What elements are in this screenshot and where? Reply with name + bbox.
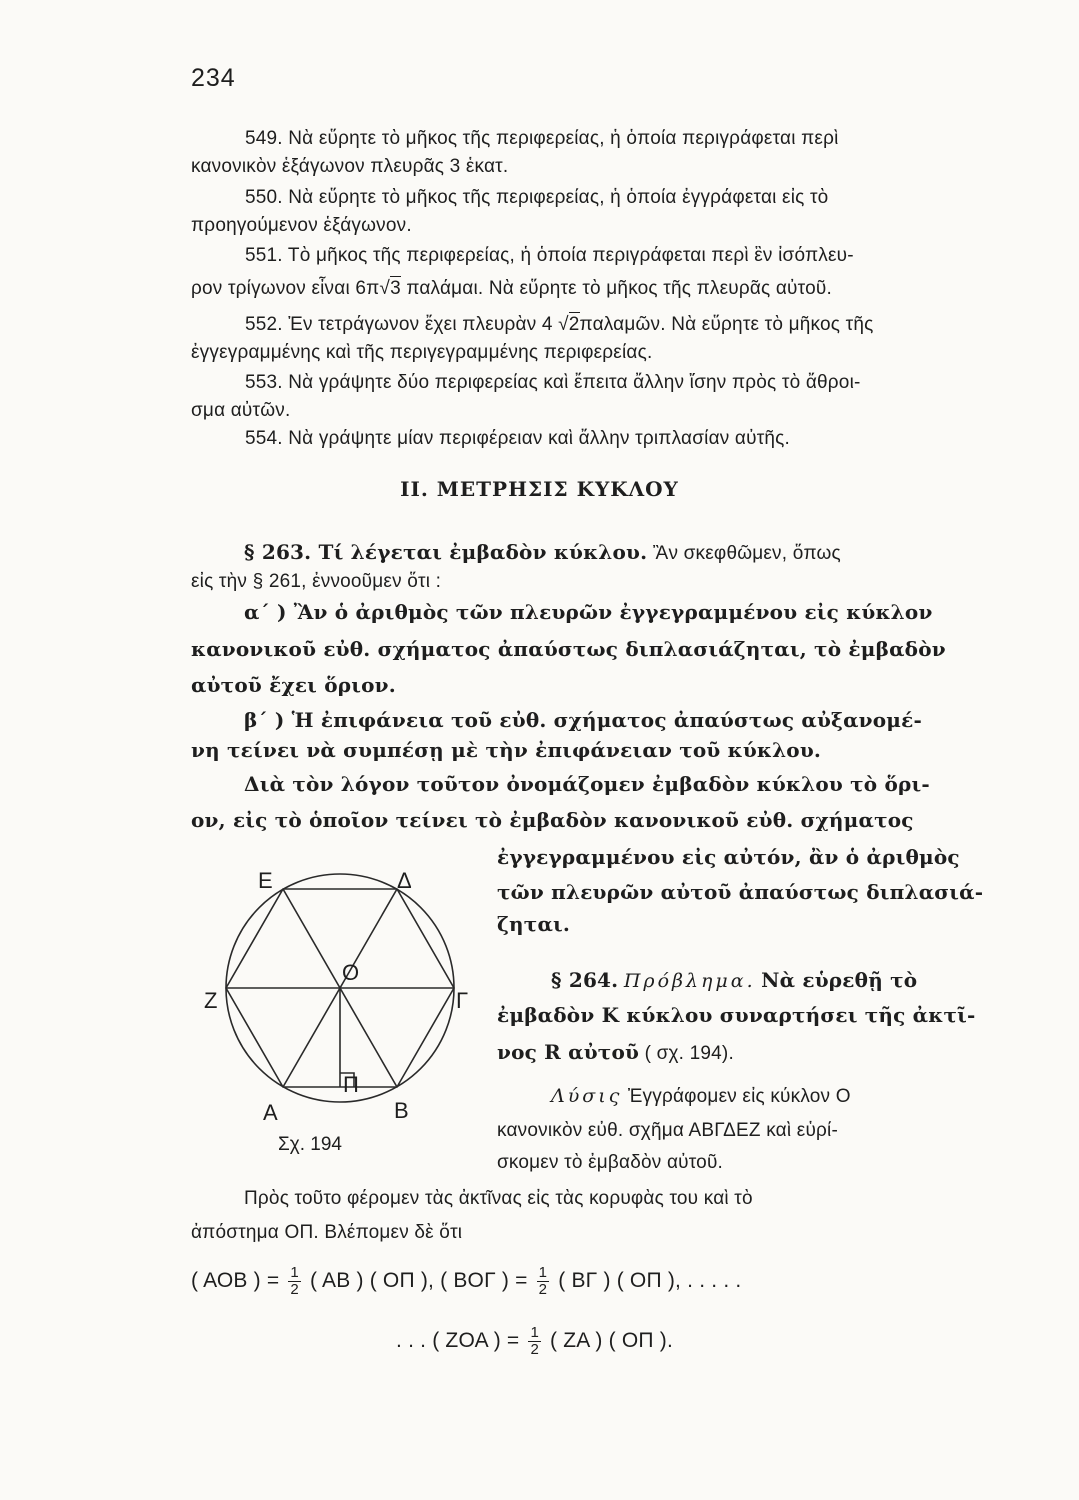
s264-number: § 264. [551, 968, 619, 992]
sqrt-radicand: 3 [390, 278, 401, 299]
eq1-left: ( ΑΟΒ ) = [191, 1269, 280, 1293]
s264-solution-line [551, 1085, 851, 1108]
s263-a-line3: αὐτοῦ ἔχει ὅριον. [191, 673, 396, 697]
problem-551-line2 [191, 278, 832, 300]
problem-549-line1: 549. Νὰ εὕρητε τὸ μῆκος τῆς περιφερείας, ἡ ὁποία περιγράφεται περὶ [245, 128, 839, 149]
s264-problem-word: Πρόβλημα. [623, 970, 756, 992]
fraction-half: $\frac{1}{2}$ [538, 1264, 548, 1298]
label-A: Α [263, 1100, 278, 1125]
label-Z: Ζ [204, 988, 218, 1013]
s264-line7: Πρὸς τοῦτο φέρομεν τὰς ἀκτῖνας εἰς τὰς κορυφὰς του καὶ τὸ [244, 1188, 753, 1209]
hexagon-figure [188, 868, 488, 1138]
s264-line3 [497, 1040, 734, 1065]
s264-line6: σκομεν τὸ ἐμβαδὸν αὐτοῦ. [497, 1152, 724, 1173]
s263-title-line [244, 540, 841, 565]
problem-552-text-b: παλαμῶν. Νὰ εὕρητε τὸ μῆκος τῆς [579, 314, 874, 335]
page-number: 234 [191, 64, 236, 92]
problem-550-line2: προηγούμενον ἑξάγωνον. [191, 215, 412, 236]
equation-line2 [396, 1325, 673, 1358]
label-P: Π [343, 1072, 359, 1097]
solution-word: Λύσις [551, 1085, 623, 1107]
eq2-left: . . . ( ΖΟΑ ) = [396, 1329, 520, 1353]
equation-line1 [191, 1265, 741, 1298]
problem-553-line1: 553. Νὰ γράψητε δύο περιφερείας καὶ ἔπειτα ἄλλην ἴσην πρὸς τὸ ἄθροι- [245, 372, 861, 393]
s264-line8: ἀπόστημα ΟΠ. Βλέπομεν δὲ ὅτι [191, 1222, 463, 1243]
s264-line5: κανονικὸν εὐθ. σχῆμα ΑΒΓΔΕΖ καὶ εὑρί- [497, 1120, 838, 1141]
problem-551-text-a: ρον τρίγωνον εἶναι 6π [191, 278, 380, 299]
s263-a-line1: α΄ ) Ἂν ὁ ἀριθμὸς τῶν πλευρῶν ἐγγεγραμμένου εἰς κύκλον [244, 600, 933, 624]
problem-552-line1 [245, 314, 873, 336]
label-D: Δ [397, 868, 412, 893]
problem-549-line2: κανονικὸν ἑξάγωνον πλευρᾶς 3 ἑκατ. [191, 156, 509, 177]
s263-title-rest: Ἂν σκεφθῶμεν, ὅπως [647, 543, 841, 564]
s264-line2: ἐμβαδὸν Κ κύκλου συναρτήσει τῆς ἀκτῖ- [497, 1003, 976, 1027]
solution-text: Ἐγγράφομεν εἰς κύκλον Ο [622, 1086, 851, 1107]
problem-552-text-a: 552. Ἐν τετράγωνον ἔχει πλευρὰν 4 [245, 314, 553, 335]
eq1-right: ( ΒΓ ) ( ΟΠ ), . . . . . [558, 1269, 742, 1293]
sqrt-radicand: 2 [568, 314, 580, 335]
s263-b-line2: νη τείνει νὰ συμπέσῃ μὲ τὴν ἐπιφάνειαν τοῦ κύκλου. [191, 738, 822, 762]
s263-def-line1: Διὰ τὸν λόγον τοῦτον ὀνομάζομεν ἐμβαδὸν κύκλου τὸ ὅρι- [244, 772, 930, 796]
problem-551-text-b: παλάμαι. Νὰ εὕρητε τὸ μῆκος τῆς πλευρᾶς αὐτοῦ. [400, 278, 832, 299]
s263-def-line2: ον, εἰς τὸ ὁποῖον τείνει τὸ ἐμβαδὸν κανονικοῦ εὐθ. σχήματος [191, 808, 914, 832]
problem-551-line1: 551. Τὸ μῆκος τῆς περιφερείας, ἡ ὁποία περιγράφεται περὶ ἓν ἰσόπλευ- [245, 245, 854, 266]
s264-title-line [551, 968, 917, 993]
problem-553-line2: σμα αὐτῶν. [191, 400, 291, 421]
label-O: Ο [342, 960, 360, 985]
sqrt-sign: √ [379, 278, 391, 299]
s263-title: § 263. Τί λέγεται ἐμβαδὸν κύκλου. [244, 540, 648, 564]
s263-b-line1: β΄ ) Ἡ ἐπιφάνεια τοῦ εὐθ. σχήματος ἀπαύστως αὐξανομέ- [244, 708, 922, 732]
eq2-right: ( ΖΑ ) ( ΟΠ ). [550, 1329, 674, 1353]
label-E: Ε [258, 868, 273, 893]
problem-554-line1: 554. Νὰ γράψητε μίαν περιφέρειαν καὶ ἄλλην τριπλασίαν αὐτῆς. [245, 428, 791, 449]
problem-550-line1: 550. Νὰ εὕρητε τὸ μῆκος τῆς περιφερείας, ἡ ὁποία ἐγγράφεται εἰς τὸ [245, 187, 829, 208]
s263-a-line2: κανονικοῦ εὐθ. σχήματος ἀπαύστως διπλασιάζηται, τὸ ἐμβαδὸν [191, 637, 946, 661]
label-B: Β [394, 1098, 409, 1123]
eq1-middle: ( ΑΒ ) ( ΟΠ ), ( ΒΟΓ ) = [309, 1269, 528, 1293]
section-heading: II. ΜΕΤΡΗΣΙΣ ΚΥΚΛΟΥ [400, 477, 679, 501]
label-G: Γ [456, 988, 469, 1013]
s264-line3-bold: νος R αὐτοῦ [497, 1040, 640, 1064]
s263-def-line3: ἐγγεγραμμένου εἰς αὐτόν, ἂν ὁ ἀριθμὸς [497, 845, 960, 869]
problem-552-line2: ἐγγεγραμμένης καὶ τῆς περιγεγραμμένης περιφερείας. [191, 342, 653, 363]
s263-def-line4: τῶν πλευρῶν αὐτοῦ ἀπαύστως διπλασιά- [497, 880, 984, 904]
sqrt-sign: √ [558, 314, 569, 335]
s263-line2: εἰς τὴν § 261, ἐννοοῦμεν ὅτι : [191, 571, 442, 592]
fraction-half: $\frac{1}{2}$ [530, 1324, 539, 1358]
figure-caption: Σχ. 194 [278, 1134, 342, 1155]
s264-line3-ref: ( σχ. 194). [639, 1043, 734, 1064]
s264-title-rest: Νὰ εὑρεθῇ τὸ [761, 968, 918, 992]
fraction-half: $\frac{1}{2}$ [290, 1264, 299, 1298]
s263-def-line5: ζηται. [497, 912, 571, 936]
